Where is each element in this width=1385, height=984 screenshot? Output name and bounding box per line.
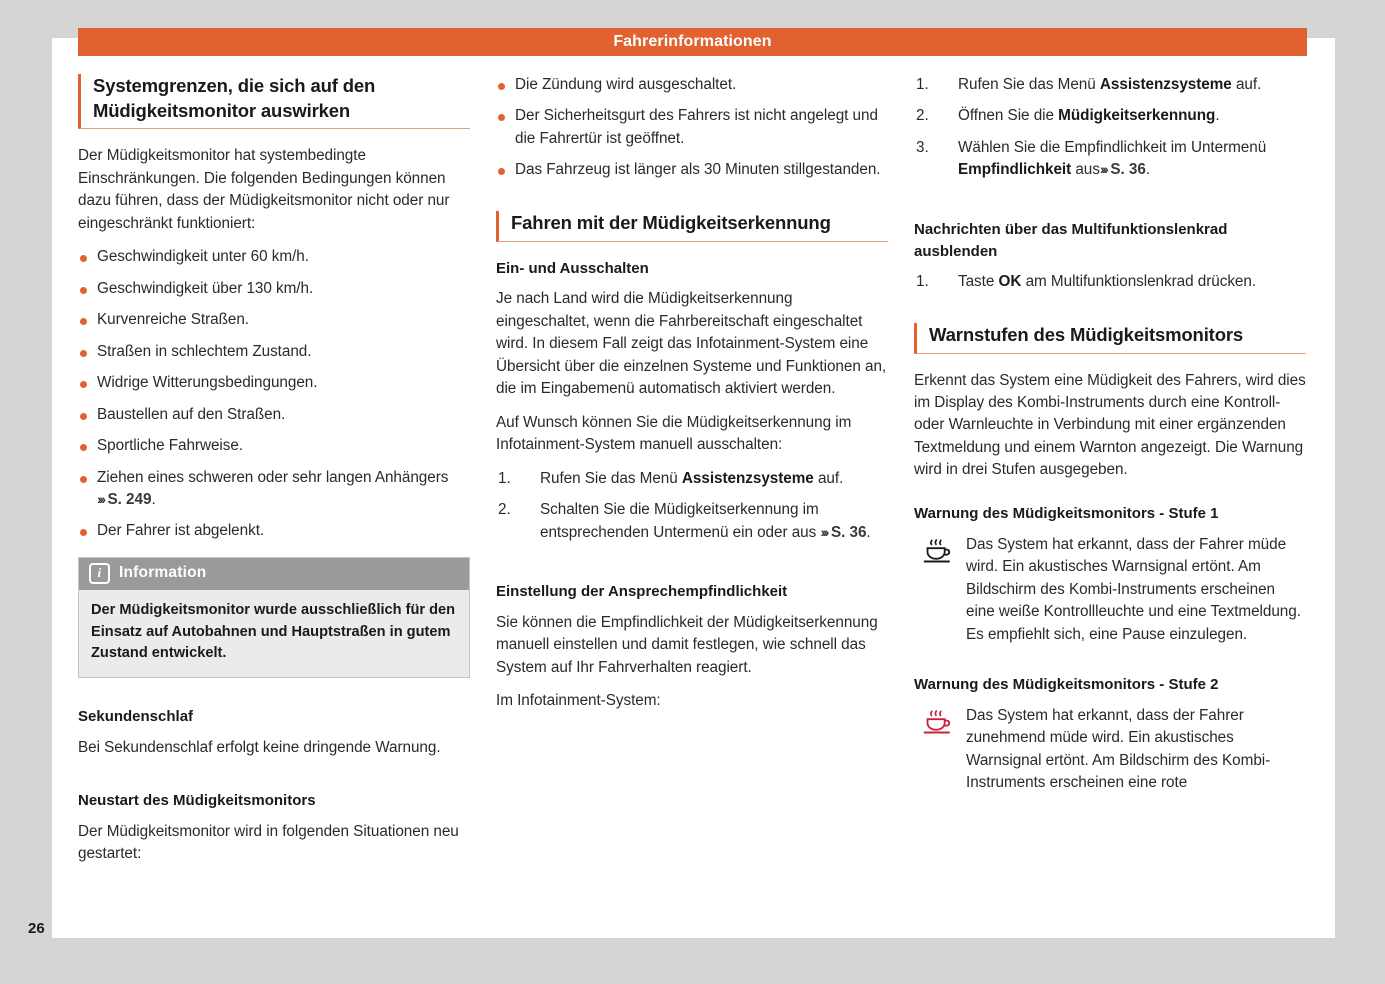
menu-name: Assistenzsysteme xyxy=(1099,76,1232,93)
step-text-post: auf. xyxy=(1231,76,1262,93)
list-item: Sportliche Fahrweise. xyxy=(78,435,470,457)
information-box xyxy=(78,557,470,678)
subheading-stufe-1: Warnung des Müdigkeitsmonitors - Stufe 1 xyxy=(914,504,1219,522)
spacer xyxy=(914,303,1306,323)
running-header: Fahrerinformationen xyxy=(78,28,1307,56)
three-column-layout xyxy=(78,74,1307,919)
information-box-header xyxy=(79,558,469,590)
spacer xyxy=(78,770,470,790)
empfindlichkeit-paragraph-2: Im Infotainment-System: xyxy=(496,692,661,710)
list-item: Kurvenreiche Straßen. xyxy=(78,309,470,331)
information-box-title: Information xyxy=(119,564,207,582)
list-item: Baustellen auf den Straßen. xyxy=(78,404,470,426)
spacer xyxy=(496,553,888,581)
spacer xyxy=(78,678,470,706)
empfindlichkeit-step-list xyxy=(914,74,1306,182)
warning-level-1-text: Das System hat erkannt, dass der Fahrer müde wird. Ein akustisches Warnsignal ertönt. Am Bildschirm des Kombi-Instruments erscheinen eine weiße Kontrollleuchte und eine Textmeldung. Es empfiehlt sich, eine Pause einzulegen. xyxy=(966,535,1301,643)
menu-name: Müdigkeitserkennung xyxy=(1058,107,1216,125)
section-heading-fahren: Fahren mit der Müdigkeitserkennung xyxy=(496,211,888,242)
ausschalten-step-list xyxy=(496,468,888,544)
limitation-bullet-list xyxy=(78,246,470,543)
coffee-cup-icon xyxy=(920,536,954,566)
information-box-body: Der Müdigkeitsmonitor wurde ausschließlich für den Einsatz auf Autobahnen und Hauptstraßen in gutem Zustand entwickelt. xyxy=(91,601,456,662)
list-item: Geschwindigkeit unter 60 km/h. xyxy=(78,246,470,268)
step-text-post: aus xyxy=(1071,161,1100,179)
chevron-right-icon: ››› xyxy=(820,523,827,540)
subheading-nachrichten-ausblenden: Nachrichten über das Multifunktionslenkrad ausblenden xyxy=(914,220,1228,260)
list-item: Der Fahrer ist abgelenkt. xyxy=(78,520,470,542)
warning-level-2-text: Das System hat erkannt, dass der Fahrer zunehmend müde wird. Ein akustisches Warnsignal ertönt. Am Bildschirm des Kombi-Instruments erscheinen eine rote xyxy=(966,706,1271,792)
list-item: Die Zündung wird ausgeschaltet. xyxy=(496,74,888,96)
list-item xyxy=(496,468,888,490)
cross-reference-label: S. 36 xyxy=(1110,161,1146,179)
column-1 xyxy=(78,74,470,919)
cross-reference-link[interactable] xyxy=(820,524,866,541)
step-text-pre: Rufen Sie das Menü xyxy=(540,469,682,487)
neustart-body: Der Müdigkeitsmonitor wird in folgenden Situationen neu gestartet: xyxy=(78,822,459,863)
step-text-pre: Taste xyxy=(958,273,999,291)
ok-button-key: OK xyxy=(998,273,1022,291)
cross-reference-link[interactable] xyxy=(97,491,151,508)
chevron-right-icon: ››› xyxy=(97,491,104,507)
menu-name: Empfindlichkeit xyxy=(958,161,1072,179)
ausblenden-step-list xyxy=(914,271,1306,293)
spacer xyxy=(914,493,1306,503)
list-item-with-crossref: Ziehen eines schweren oder sehr langen Anhängers ››› S. 249. xyxy=(78,467,470,512)
step-text-pre: Wählen Sie die Empfindlichkeit im Untermenü xyxy=(958,138,1267,156)
empfindlichkeit-paragraph-1: Sie können die Empfindlichkeit der Müdigkeitserkennung manuell einstellen und damit festlegen, wie schnell das System auf Ihr Fahrverhalten reagiert. xyxy=(496,613,878,676)
step-text-post: am Multifunktionslenkrad drücken. xyxy=(1021,273,1257,291)
list-item: Straßen in schlechtem Zustand. xyxy=(78,341,470,363)
step-text-post: . xyxy=(1215,107,1220,125)
intro-paragraph: Der Müdigkeitsmonitor hat systembedingte Einschränkungen. Die folgenden Bedingungen können dazu führen, dass der Müdigkeitsmonitor nicht oder nur eingeschränkt funktioniert: xyxy=(78,147,450,232)
sekundenschlaf-body: Bei Sekundenschlaf erfolgt keine dringende Warnung. xyxy=(78,738,441,756)
warnstufen-intro: Erkennt das System eine Müdigkeit des Fahrers, wird dies im Display des Kombi-Instruments durch eine Kontroll- oder Warnleuchte in Verbindung mit einer ergänzenden Textmeldung und einem Warnton angezeigt. Die Warnung wird in drei Stufen ausgegeben. xyxy=(914,371,1306,479)
list-item: Geschwindigkeit über 130 km/h. xyxy=(78,278,470,300)
step-text-pre: Rufen Sie das Menü xyxy=(958,76,1100,93)
page-number: 26 xyxy=(28,920,45,937)
chevron-right-icon: ››› xyxy=(1099,161,1107,178)
subheading-ein-ausschalten: Ein- und Ausschalten xyxy=(496,259,649,277)
section-heading-warnstufen: Warnstufen des Müdigkeitsmonitors xyxy=(914,323,1306,354)
spacer xyxy=(914,191,1306,219)
list-item xyxy=(914,105,1306,127)
cross-reference-label: S. 249 xyxy=(107,491,152,508)
list-item: Der Sicherheitsgurt des Fahrers ist nicht angelegt und die Fahrertür ist geöffnet. xyxy=(496,105,888,150)
list-item: Wählen Sie die Empfindlichkeit im Untermenü Empfindlichkeit aus››› S. 36. xyxy=(958,138,1267,179)
menu-name: Assistenzsysteme xyxy=(681,469,814,487)
list-item xyxy=(914,74,1306,96)
list-item-label: Ziehen eines schweren oder sehr langen Anhängers xyxy=(97,468,449,486)
spacer xyxy=(914,646,1306,674)
step-text: Schalten Sie die Müdigkeitserkennung im entsprechenden Untermenü ein oder aus xyxy=(540,501,821,541)
column-2 xyxy=(496,74,888,919)
info-i-icon: i xyxy=(89,563,110,584)
ein-ausschalten-paragraph-1: Je nach Land wird die Müdigkeitserkennung eingeschaltet, wenn die Fahrbereitschaft eingeschaltet wird. In diesem Fall zeigt das Infotainment-System eine Übersicht über die einzelnen Systeme und Funktionen an, die im Eingabemenü automatisch aktiviert werden. xyxy=(496,290,887,398)
step-text-pre: Öffnen Sie die xyxy=(958,107,1059,125)
list-item: Schalten Sie die Müdigkeitserkennung im entsprechenden Untermenü ein oder aus ››› S. 36. xyxy=(540,501,871,541)
section-heading-systemgrenzen: Systemgrenzen, die sich auf den Müdigkeitsmonitor auswirken xyxy=(78,74,470,129)
ein-ausschalten-paragraph-2: Auf Wunsch können Sie die Müdigkeitserkennung im Infotainment-System manuell ausschalten: xyxy=(496,413,852,454)
cross-reference-label: S. 36 xyxy=(830,523,867,541)
cross-reference-link[interactable] xyxy=(1100,161,1146,178)
subheading-neustart: Neustart des Müdigkeitsmonitors xyxy=(78,791,316,809)
column-3 xyxy=(914,74,1306,919)
list-item: Das Fahrzeug ist länger als 30 Minuten stillgestanden. xyxy=(496,159,888,181)
list-item xyxy=(914,271,1306,293)
coffee-cup-red-icon xyxy=(920,707,954,737)
list-item: Widrige Witterungsbedingungen. xyxy=(78,372,470,394)
subheading-ansprechempfindlichkeit: Einstellung der Ansprechempfindlichkeit xyxy=(496,583,788,601)
subheading-sekundenschlaf: Sekundenschlaf xyxy=(78,707,194,725)
restart-condition-bullet-list xyxy=(496,74,888,182)
subheading-stufe-2: Warnung des Müdigkeitsmonitors - Stufe 2 xyxy=(914,676,1219,694)
warning-level-2-block xyxy=(914,705,1306,795)
step-text-post: auf. xyxy=(813,469,844,487)
warning-level-1-block xyxy=(914,534,1306,646)
spacer xyxy=(496,191,888,211)
